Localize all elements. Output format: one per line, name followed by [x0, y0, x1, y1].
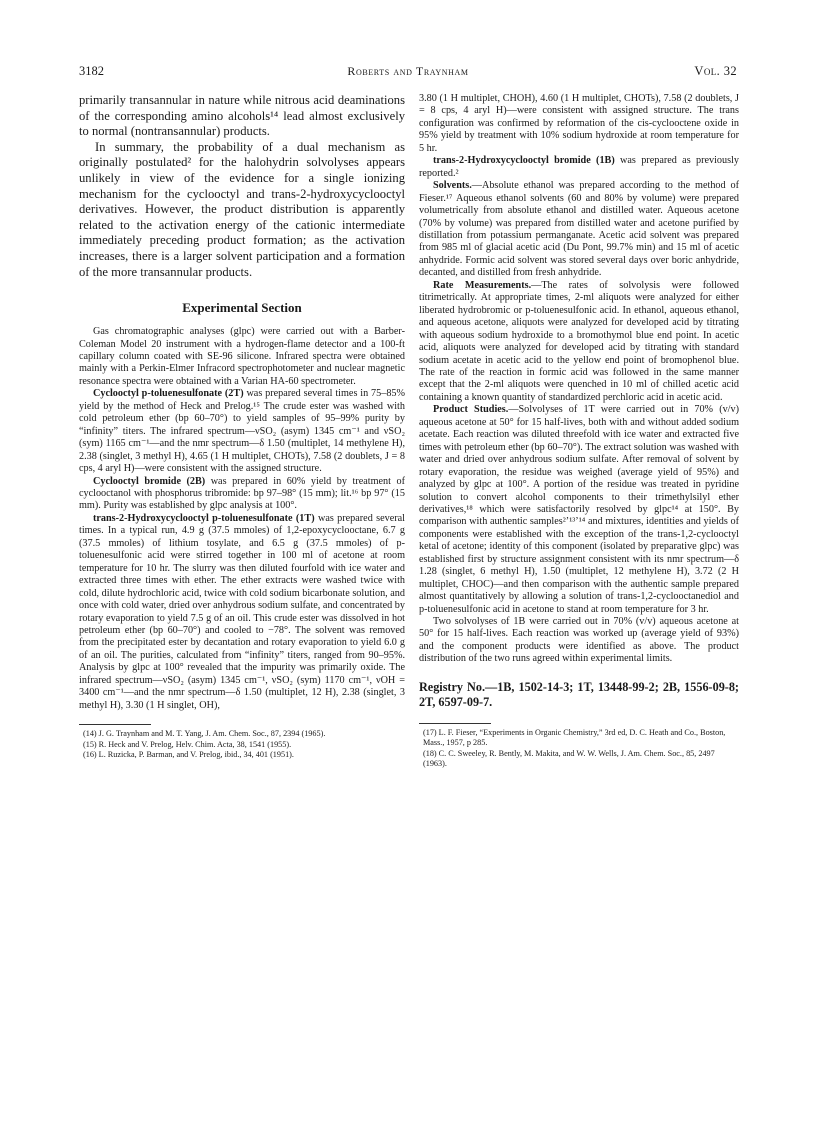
compound-heading: trans-2-Hydroxycyclooctyl p-toluenesulfonate (1T) [93, 512, 315, 524]
experimental-paragraph [419, 155, 739, 180]
compound-heading: Cyclooctyl p-toluenesulfonate (2T) [93, 388, 244, 400]
subsection-heading: Rate Measurements. [433, 279, 532, 291]
footnote: (14) J. G. Traynham and M. T. Yang, J. Am. Chem. Soc., 87, 2394 (1965). [83, 729, 326, 739]
experimental-paragraph [79, 513, 405, 712]
experimental-paragraph [79, 476, 405, 513]
volume-label: Vol. 32 [694, 64, 737, 78]
paragraph-text: —Solvolyses of 1T were carried out in 70% (v/v) aqueous acetone at 50° for 15 half-lives, both with and without added sodium acetate. Each reaction was diluted threefold with ice water and extracted five times with petroleum ether (bp 60–70°). The extract solution was washed with water and dried over anhydrous sodium sulfate. After removal of solvent by rotary evaporation, the residue was weighed (average yield of 95%) and analyzed by glpc at 100°. A portion of the residue was treated in pyridine solution to convert alcohol components to their trimethylsilyl ether derivatives,¹⁸ which were satisfactorily resolved by glpc¹⁴ at 150°. By comparison with authentic samples²ʼ¹³ʼ¹⁴ and mixtures, identities and yields of components were established with the exception of the trans-1,2-cyclooctyl ketal of acetone; identity of this component (isolated by preparative glpc) was established first by structure assignment consistent with its nmr spectrum—δ 1.28 (singlet, 6 methyl H), 1.50 (multiplet, 12 methylene H), 3.72 (2 H multiplet, CHOC)—and then comparison with the authentic sample prepared almost quantitatively by allowing a solution of trans-1,2-cyclooctanediol and p-toluenesulfonic acid in acetone to stand at room temperature for 3 hr. [419, 404, 739, 615]
experimental-paragraph: 3.80 (1 H multiplet, CHOH), 4.60 (1 H multiplet, CHOTs), 7.58 (2 doublets, J = 8 cps, 4 aryl H)—were consistent with assigned structure. The trans configuration was confirmed by reformation of the cis-cyclooctene oxide in 95% yield by treatment with 10% sodium hydroxide at room temperature for 5 hr. [419, 93, 739, 154]
section-heading: Experimental Section [182, 300, 302, 316]
footnote-divider [79, 724, 151, 725]
footnote: (16) L. Ruzicka, P. Barman, and V. Prelog, ibid., 34, 401 (1951). [83, 749, 294, 759]
registry-heading: Registry No. [419, 679, 485, 694]
page-header [79, 64, 737, 86]
registry-values: —1B, 1502-14-3; 1T, 13448-99-2; 2B, 1556-09-8; 2T, 6597-09-7. [419, 679, 739, 710]
experimental-paragraph: Gas chromatographic analyses (glpc) were carried out with a Barber-Coleman Model 20 instrument with a hydrogen-flame detector and a 100-ft capillary column coated with SE-96 silicone. Infrared spectra were obtained mainly with a Perkin-Elmer Infracord spectrophotometer and nuclear magnetic resonance spectra were obtained with a Varian HA-60 spectrometer. [79, 326, 405, 387]
compound-heading: trans-2-Hydroxycyclooctyl bromide (1B) [433, 155, 615, 167]
paragraph-text: was prepared several times in 75–85% yield by the method of Heck and Prelog.¹⁵ The crude ester was washed with cold petroleum ether (bp 60–70°) to yield samples of 95–99% purity by “infinity” titers. The infrared spectrum—νSO₂ (asym) 1345 cm⁻¹ and νSO₂ (sym) 1165 cm⁻¹—and the nmr spectrum—δ 1.50 (multiplet, 14 methylene H), 2.38 (singlet, 3 methyl H), 4.65 (1 H multiplet, CHOTs), 7.58 (2 doublets, J = 8 cps, 4 aryl H)—were consistent with the assigned structure. [79, 388, 405, 475]
footnote: (15) R. Heck and V. Prelog, Helv. Chim. Acta, 38, 1541 (1955). [83, 739, 292, 749]
experimental-paragraph: Two solvolyses of 1B were carried out in 70% (v/v) aqueous acetone at 50° for 15 half-lives. Each reaction was worked up (average yield of 93%) and the component products were identified as above. The product distribution of the two runs agreed within experimental limits. [419, 616, 739, 665]
page-number: 3182 [79, 64, 104, 78]
paragraph-text: was prepared in 60% yield by treatment of cyclooctanol with phosphorus tribromide: bp 97–98° (15 mm); lit.¹⁶ bp 97° (15 mm). Purity was established by glpc analysis at 100°. [79, 475, 405, 512]
experimental-paragraph [419, 404, 739, 616]
paragraph-text: —Absolute ethanol was prepared according to the method of Fieser.¹⁷ Aqueous ethanol solvents (60 and 80% by volume) were prepared volumetrically from absolute ethanol and distilled water. Aqueous acetone (70% by volume) was prepared from distilled water and acetone purified by distillation from potassium permanganate. Acetic acid solvent was prepared from 985 ml of glacial acetic acid (Du Pont, 99.7% min) and 15 ml of acetic anhydride. Formic acid solvent was stored several days over boric anhydride, decanted, and distilled from fresh anhydride. [419, 180, 739, 279]
paragraph-text: was prepared as previously reported.² [419, 155, 739, 179]
footnote-divider [419, 723, 491, 724]
experimental-paragraph [79, 388, 405, 475]
body-paragraph: primarily transannular in nature while nitrous acid deaminations of the corresponding amino alcohols¹⁴ lead almost exclusively to normal (nontransannular) products. [79, 93, 405, 139]
subsection-heading: Product Studies. [433, 404, 509, 416]
footnote: (18) C. C. Sweeley, R. Bently, M. Makita, and W. W. Wells, J. Am. Chem. Soc., 85, 2497 (1963). [423, 748, 715, 769]
paragraph-text: —The rates of solvolysis were followed titrimetrically. At appropriate times, 2-ml aliquots were analyzed for either liberated hydrobromic or p-toluenesulfonic acid. In ethanol, aqueous ethanol, and aqueous acetone, aliquots were analyzed for developed acid by titrating with aqueous sodium hydroxide to a bromothymol blue end point. In acetic acid, aliquots were analyzed for developed acid by titrating with standard sodium acetate in acetic acid to the yellow end point of bromophenol blue. The rate of the reaction in formic acid was followed in the same manner except that the 2-ml aliquots were quenched in 10 ml of chilled acetic acid containing a known quantity of standardized perchloric acid in acetic acid. [419, 279, 739, 403]
compound-heading: Cyclooctyl bromide (2B) [93, 475, 206, 487]
experimental-paragraph [419, 280, 739, 405]
left-column [79, 93, 405, 760]
footnote: (17) L. F. Fieser, “Experiments in Organic Chemistry,” 3rd ed, D. C. Heath and Co., Boston, Mass., 1957, p 285. [423, 728, 726, 748]
registry-numbers [419, 680, 739, 711]
subsection-heading: Solvents. [433, 180, 472, 192]
paragraph-text: was prepared several times. In a typical run, 4.9 g (37.5 mmoles) of 1,2-epoxycyclooctane, 6.7 g (37.5 mmoles) of lithium tosylate, and 6.5 g (37.5 mmoles) of p-toluenesulfonic acid were stirred together in 100 ml of acetone at room temperature for 10 hr. The slurry was then diluted fourfold with ice water and extracted three times with ether. The ether extracts were washed twice with cold, dilute hydrochloric acid, twice with cold sodium bicarbonate solution, and once with cold water, dried over anhydrous sodium sulfate, and concentrated by rotary evaporation to yield 7.5 g of an oil. This crude ester was dissolved in hot petroleum ether (bp 60–70°) and cooled to −78°. The solvent was removed from the precipitated ester by decantation and rotary evaporation to yield 6.0 g of an oil. The purities, calculated from “infinity” titers, ranged from 90–95%. Analysis by glpc at 100° revealed that the impurity was primarily oxide. The infrared spectrum—νSO₂ (asym) 1345 cm⁻¹, νSO₂ (sym) 1170 cm⁻¹, νOH = 3400 cm⁻¹—and the nmr spectrum—δ 1.50 (multiplet, 12 H), 2.38 (singlet, 3 methyl H), 3.30 (1 H singlet, OH), [79, 512, 406, 711]
running-title: Roberts and Traynham [347, 64, 469, 78]
right-column [419, 93, 739, 770]
experimental-paragraph [419, 180, 739, 280]
summary-paragraph: In summary, the probability of a dual mechanism as originally postulated² for the halohydrin solvolyses appears unlikely in view of the evidence for a single ionizing mechanism for the cyclooctyl and trans-2-hydroxycyclooctyl derivatives. However, the product distribution is apparently related to the activation energy of the cationic intermediate immediately preceding product formation; as the activation increases, there is a larger solvent participation and a formation of the more transannular products. [79, 139, 405, 279]
